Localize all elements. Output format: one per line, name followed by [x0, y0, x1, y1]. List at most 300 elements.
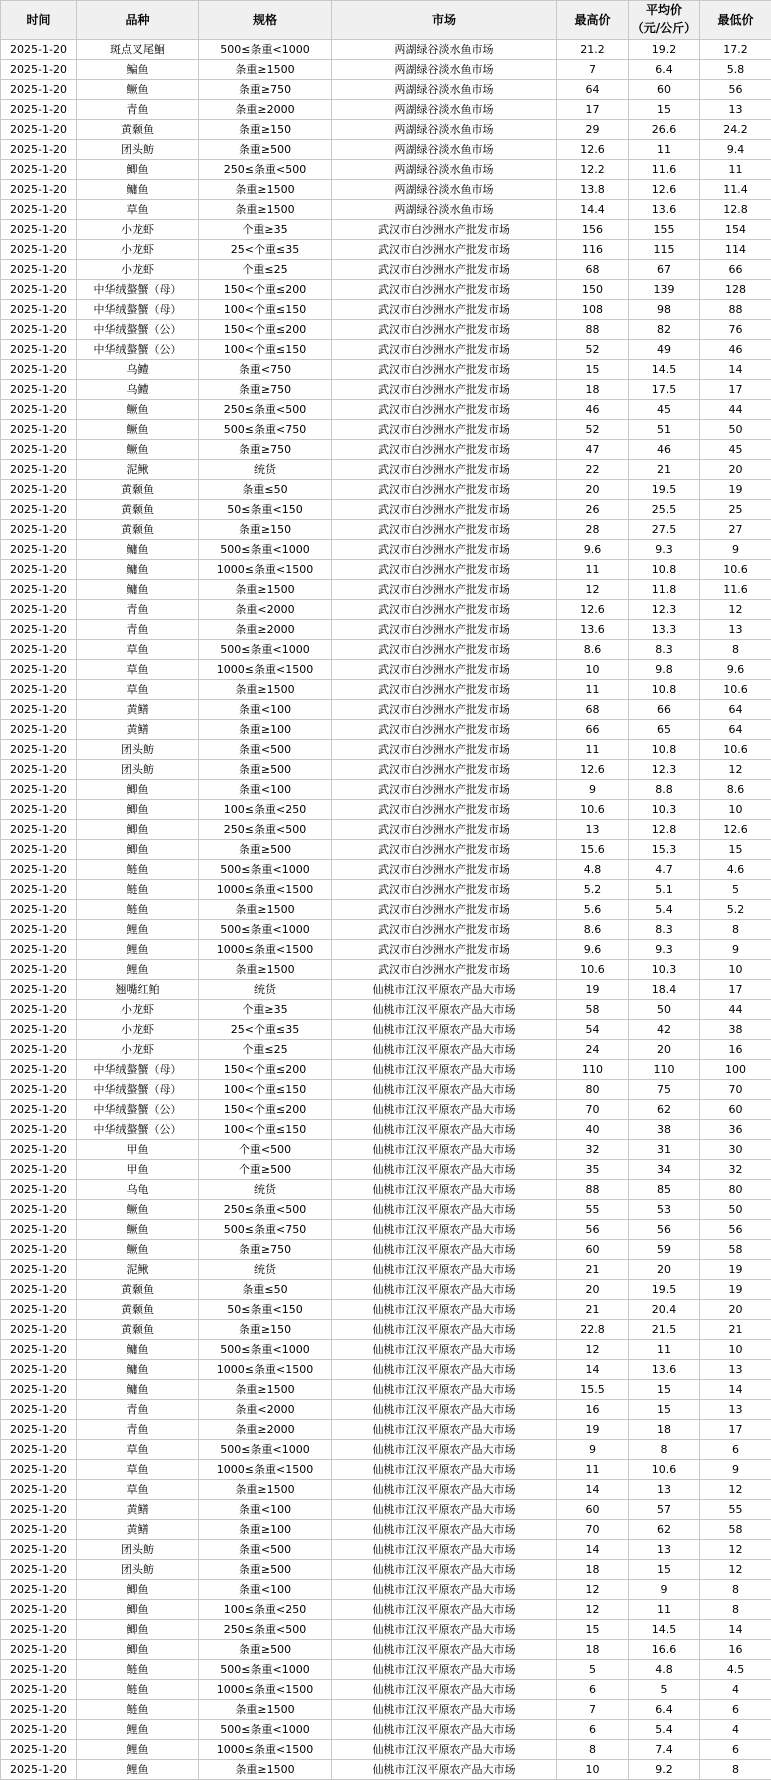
cell-variety: 泥鳅 — [77, 1260, 199, 1280]
cell-market: 仙桃市江汉平原农产品大市场 — [332, 1020, 557, 1040]
cell-variety: 鳙鱼 — [77, 540, 199, 560]
cell-max-price: 13.8 — [557, 180, 629, 200]
cell-market: 武汉市白沙洲水产批发市场 — [332, 620, 557, 640]
cell-variety: 团头鲂 — [77, 740, 199, 760]
cell-market: 仙桃市江汉平原农产品大市场 — [332, 1620, 557, 1640]
cell-spec: 个重<500 — [199, 1140, 332, 1160]
cell-spec: 条重≤50 — [199, 1280, 332, 1300]
cell-avg-price: 31 — [629, 1140, 700, 1160]
table-row — [1, 1280, 771, 1300]
cell-avg-price: 12.8 — [629, 820, 700, 840]
cell-max-price: 5.6 — [557, 900, 629, 920]
cell-max-price: 14.4 — [557, 200, 629, 220]
cell-variety: 鲢鱼 — [77, 1660, 199, 1680]
cell-max-price: 14 — [557, 1480, 629, 1500]
cell-max-price: 12.6 — [557, 600, 629, 620]
cell-spec: 条重≥750 — [199, 1240, 332, 1260]
header-avg-price — [629, 1, 700, 40]
cell-market: 两湖绿谷淡水鱼市场 — [332, 100, 557, 120]
cell-market: 两湖绿谷淡水鱼市场 — [332, 140, 557, 160]
table-row — [1, 480, 771, 500]
cell-min-price: 50 — [700, 1200, 771, 1220]
cell-variety: 黄鳝 — [77, 1520, 199, 1540]
cell-time: 2025-1-20 — [1, 200, 77, 220]
cell-time: 2025-1-20 — [1, 1060, 77, 1080]
cell-spec: 个重≥500 — [199, 1160, 332, 1180]
cell-time: 2025-1-20 — [1, 500, 77, 520]
table-row — [1, 300, 771, 320]
table-row — [1, 760, 771, 780]
cell-variety: 草鱼 — [77, 200, 199, 220]
cell-market: 仙桃市江汉平原农产品大市场 — [332, 1540, 557, 1560]
cell-market: 武汉市白沙洲水产批发市场 — [332, 520, 557, 540]
cell-time: 2025-1-20 — [1, 620, 77, 640]
cell-max-price: 10.6 — [557, 800, 629, 820]
table-row — [1, 220, 771, 240]
table-body — [1, 40, 771, 1780]
cell-spec: 条重≥1500 — [199, 1700, 332, 1720]
cell-market: 仙桃市江汉平原农产品大市场 — [332, 1520, 557, 1540]
cell-min-price: 20 — [700, 460, 771, 480]
cell-max-price: 54 — [557, 1020, 629, 1040]
table-row — [1, 820, 771, 840]
cell-variety: 青鱼 — [77, 1420, 199, 1440]
cell-avg-price: 15.3 — [629, 840, 700, 860]
cell-max-price: 18 — [557, 1640, 629, 1660]
cell-avg-price: 20.4 — [629, 1300, 700, 1320]
table-row — [1, 1640, 771, 1660]
cell-time: 2025-1-20 — [1, 1080, 77, 1100]
cell-spec: 1000≤条重<1500 — [199, 1360, 332, 1380]
cell-max-price: 28 — [557, 520, 629, 540]
table-row — [1, 1240, 771, 1260]
cell-spec: 250≤条重<500 — [199, 1200, 332, 1220]
cell-market: 仙桃市江汉平原农产品大市场 — [332, 1660, 557, 1680]
table-row — [1, 1480, 771, 1500]
cell-min-price: 13 — [700, 1400, 771, 1420]
cell-max-price: 5.2 — [557, 880, 629, 900]
cell-time: 2025-1-20 — [1, 1240, 77, 1260]
cell-market: 仙桃市江汉平原农产品大市场 — [332, 1720, 557, 1740]
cell-min-price: 76 — [700, 320, 771, 340]
cell-max-price: 7 — [557, 1700, 629, 1720]
cell-variety: 鲤鱼 — [77, 940, 199, 960]
cell-max-price: 6 — [557, 1720, 629, 1740]
table-row — [1, 680, 771, 700]
cell-min-price: 58 — [700, 1240, 771, 1260]
cell-max-price: 10 — [557, 660, 629, 680]
cell-market: 仙桃市江汉平原农产品大市场 — [332, 1560, 557, 1580]
cell-time: 2025-1-20 — [1, 1040, 77, 1060]
table-row — [1, 280, 771, 300]
cell-avg-price: 65 — [629, 720, 700, 740]
table-row — [1, 80, 771, 100]
cell-time: 2025-1-20 — [1, 1540, 77, 1560]
cell-avg-price: 12.3 — [629, 760, 700, 780]
header-spec: 规格 — [199, 1, 332, 40]
cell-market: 武汉市白沙洲水产批发市场 — [332, 420, 557, 440]
cell-min-price: 12.8 — [700, 200, 771, 220]
cell-variety: 中华绒螯蟹（公） — [77, 1100, 199, 1120]
cell-time: 2025-1-20 — [1, 600, 77, 620]
cell-variety: 鳙鱼 — [77, 560, 199, 580]
cell-min-price: 16 — [700, 1640, 771, 1660]
cell-variety: 草鱼 — [77, 1480, 199, 1500]
cell-time: 2025-1-20 — [1, 900, 77, 920]
cell-spec: 1000≤条重<1500 — [199, 940, 332, 960]
cell-spec: 条重<100 — [199, 700, 332, 720]
cell-time: 2025-1-20 — [1, 40, 77, 60]
cell-time: 2025-1-20 — [1, 1380, 77, 1400]
table-row — [1, 400, 771, 420]
cell-variety: 草鱼 — [77, 1440, 199, 1460]
cell-max-price: 20 — [557, 1280, 629, 1300]
table-row — [1, 1340, 771, 1360]
cell-spec: 条重≥500 — [199, 1560, 332, 1580]
table-row — [1, 1140, 771, 1160]
cell-max-price: 40 — [557, 1120, 629, 1140]
cell-max-price: 35 — [557, 1160, 629, 1180]
cell-max-price: 11 — [557, 560, 629, 580]
cell-max-price: 8 — [557, 1740, 629, 1760]
table-row — [1, 660, 771, 680]
cell-min-price: 32 — [700, 1160, 771, 1180]
cell-min-price: 4.6 — [700, 860, 771, 880]
table-row — [1, 1560, 771, 1580]
cell-market: 仙桃市江汉平原农产品大市场 — [332, 1480, 557, 1500]
cell-variety: 中华绒螯蟹（公） — [77, 340, 199, 360]
cell-spec: 条重≥100 — [199, 1520, 332, 1540]
cell-avg-price: 8.3 — [629, 640, 700, 660]
cell-spec: 条重≥750 — [199, 380, 332, 400]
table-row — [1, 1060, 771, 1080]
cell-spec: 1000≤条重<1500 — [199, 560, 332, 580]
cell-market: 仙桃市江汉平原农产品大市场 — [332, 1000, 557, 1020]
cell-market: 两湖绿谷淡水鱼市场 — [332, 80, 557, 100]
cell-min-price: 44 — [700, 1000, 771, 1020]
cell-avg-price: 139 — [629, 280, 700, 300]
cell-market: 仙桃市江汉平原农产品大市场 — [332, 1380, 557, 1400]
cell-max-price: 110 — [557, 1060, 629, 1080]
cell-market: 仙桃市江汉平原农产品大市场 — [332, 1320, 557, 1340]
cell-time: 2025-1-20 — [1, 760, 77, 780]
cell-spec: 条重<500 — [199, 1540, 332, 1560]
cell-variety: 鲫鱼 — [77, 820, 199, 840]
table-row — [1, 1420, 771, 1440]
cell-spec: 500≤条重<1000 — [199, 40, 332, 60]
table-row — [1, 520, 771, 540]
table-row — [1, 1260, 771, 1280]
cell-variety: 中华绒螯蟹（母） — [77, 300, 199, 320]
cell-max-price: 9 — [557, 780, 629, 800]
cell-min-price: 6 — [700, 1700, 771, 1720]
cell-max-price: 7 — [557, 60, 629, 80]
cell-avg-price: 115 — [629, 240, 700, 260]
cell-max-price: 21 — [557, 1260, 629, 1280]
cell-min-price: 64 — [700, 700, 771, 720]
cell-time: 2025-1-20 — [1, 60, 77, 80]
cell-avg-price: 10.6 — [629, 1460, 700, 1480]
cell-time: 2025-1-20 — [1, 460, 77, 480]
cell-variety: 黄颡鱼 — [77, 1320, 199, 1340]
cell-time: 2025-1-20 — [1, 240, 77, 260]
cell-spec: 150<个重≤200 — [199, 1100, 332, 1120]
cell-max-price: 68 — [557, 260, 629, 280]
cell-spec: 500≤条重<750 — [199, 420, 332, 440]
cell-avg-price: 12.3 — [629, 600, 700, 620]
cell-market: 武汉市白沙洲水产批发市场 — [332, 300, 557, 320]
cell-max-price: 15 — [557, 360, 629, 380]
cell-variety: 青鱼 — [77, 620, 199, 640]
table-row — [1, 1180, 771, 1200]
cell-time: 2025-1-20 — [1, 1720, 77, 1740]
cell-market: 武汉市白沙洲水产批发市场 — [332, 280, 557, 300]
cell-variety: 泥鳅 — [77, 460, 199, 480]
cell-max-price: 12.6 — [557, 140, 629, 160]
cell-min-price: 12 — [700, 760, 771, 780]
cell-max-price: 70 — [557, 1520, 629, 1540]
cell-min-price: 12 — [700, 1480, 771, 1500]
cell-avg-price: 14.5 — [629, 1620, 700, 1640]
cell-max-price: 8.6 — [557, 640, 629, 660]
cell-avg-price: 9.8 — [629, 660, 700, 680]
cell-min-price: 9 — [700, 540, 771, 560]
table-row — [1, 1440, 771, 1460]
cell-spec: 条重≥150 — [199, 120, 332, 140]
cell-min-price: 10.6 — [700, 680, 771, 700]
cell-avg-price: 59 — [629, 1240, 700, 1260]
cell-market: 仙桃市江汉平原农产品大市场 — [332, 1460, 557, 1480]
cell-avg-price: 8 — [629, 1440, 700, 1460]
cell-max-price: 88 — [557, 1180, 629, 1200]
cell-avg-price: 9 — [629, 1580, 700, 1600]
cell-max-price: 12.6 — [557, 760, 629, 780]
cell-min-price: 66 — [700, 260, 771, 280]
cell-min-price: 10 — [700, 960, 771, 980]
cell-min-price: 16 — [700, 1040, 771, 1060]
cell-avg-price: 26.6 — [629, 120, 700, 140]
cell-spec: 500≤条重<1000 — [199, 860, 332, 880]
cell-spec: 250≤条重<500 — [199, 400, 332, 420]
cell-variety: 黄颡鱼 — [77, 480, 199, 500]
cell-market: 武汉市白沙洲水产批发市场 — [332, 880, 557, 900]
table-row — [1, 420, 771, 440]
table-row — [1, 720, 771, 740]
cell-avg-price: 85 — [629, 1180, 700, 1200]
cell-market: 仙桃市江汉平原农产品大市场 — [332, 1580, 557, 1600]
cell-market: 仙桃市江汉平原农产品大市场 — [332, 1640, 557, 1660]
cell-min-price: 4 — [700, 1680, 771, 1700]
cell-max-price: 21 — [557, 1300, 629, 1320]
cell-min-price: 45 — [700, 440, 771, 460]
cell-min-price: 17 — [700, 980, 771, 1000]
table-row — [1, 40, 771, 60]
cell-market: 武汉市白沙洲水产批发市场 — [332, 340, 557, 360]
cell-avg-price: 19.2 — [629, 40, 700, 60]
cell-max-price: 60 — [557, 1240, 629, 1260]
cell-variety: 小龙虾 — [77, 220, 199, 240]
cell-variety: 团头鲂 — [77, 1540, 199, 1560]
cell-min-price: 17.2 — [700, 40, 771, 60]
cell-avg-price: 50 — [629, 1000, 700, 1020]
cell-variety: 鳜鱼 — [77, 1240, 199, 1260]
cell-spec: 150<个重≤200 — [199, 320, 332, 340]
table-row — [1, 60, 771, 80]
cell-max-price: 156 — [557, 220, 629, 240]
table-row — [1, 500, 771, 520]
table-row — [1, 1300, 771, 1320]
cell-avg-price: 42 — [629, 1020, 700, 1040]
cell-spec: 100<个重≤150 — [199, 1080, 332, 1100]
table-row — [1, 1380, 771, 1400]
cell-spec: 100≤条重<250 — [199, 1600, 332, 1620]
cell-variety: 青鱼 — [77, 600, 199, 620]
header-time: 时间 — [1, 1, 77, 40]
cell-min-price: 17 — [700, 1420, 771, 1440]
cell-time: 2025-1-20 — [1, 340, 77, 360]
cell-max-price: 9.6 — [557, 540, 629, 560]
cell-time: 2025-1-20 — [1, 80, 77, 100]
cell-variety: 甲鱼 — [77, 1160, 199, 1180]
cell-min-price: 6 — [700, 1440, 771, 1460]
cell-market: 仙桃市江汉平原农产品大市场 — [332, 1420, 557, 1440]
cell-time: 2025-1-20 — [1, 1560, 77, 1580]
cell-spec: 条重≥500 — [199, 840, 332, 860]
header-max-price: 最高价 — [557, 1, 629, 40]
cell-max-price: 11 — [557, 1460, 629, 1480]
cell-min-price: 10.6 — [700, 740, 771, 760]
cell-market: 武汉市白沙洲水产批发市场 — [332, 500, 557, 520]
cell-market: 仙桃市江汉平原农产品大市场 — [332, 1300, 557, 1320]
cell-time: 2025-1-20 — [1, 1620, 77, 1640]
table-row — [1, 1400, 771, 1420]
cell-variety: 鲢鱼 — [77, 1680, 199, 1700]
cell-variety: 鳙鱼 — [77, 1360, 199, 1380]
cell-min-price: 6 — [700, 1740, 771, 1760]
cell-time: 2025-1-20 — [1, 400, 77, 420]
cell-min-price: 55 — [700, 1500, 771, 1520]
cell-time: 2025-1-20 — [1, 1280, 77, 1300]
cell-spec: 条重<100 — [199, 1580, 332, 1600]
table-row — [1, 440, 771, 460]
cell-variety: 鳜鱼 — [77, 1200, 199, 1220]
table-row — [1, 1520, 771, 1540]
cell-market: 仙桃市江汉平原农产品大市场 — [332, 1440, 557, 1460]
cell-avg-price: 13.3 — [629, 620, 700, 640]
table-row — [1, 900, 771, 920]
cell-time: 2025-1-20 — [1, 360, 77, 380]
cell-avg-price: 17.5 — [629, 380, 700, 400]
cell-market: 武汉市白沙洲水产批发市场 — [332, 640, 557, 660]
cell-variety: 鲫鱼 — [77, 1620, 199, 1640]
cell-avg-price: 15 — [629, 1400, 700, 1420]
cell-variety: 鳙鱼 — [77, 1380, 199, 1400]
cell-min-price: 46 — [700, 340, 771, 360]
cell-spec: 500≤条重<1000 — [199, 640, 332, 660]
cell-max-price: 12 — [557, 1600, 629, 1620]
cell-variety: 团头鲂 — [77, 140, 199, 160]
cell-avg-price: 9.3 — [629, 540, 700, 560]
cell-max-price: 6 — [557, 1680, 629, 1700]
table-row — [1, 1540, 771, 1560]
cell-avg-price: 7.4 — [629, 1740, 700, 1760]
cell-spec: 条重<100 — [199, 1500, 332, 1520]
cell-spec: 500≤条重<1000 — [199, 1440, 332, 1460]
cell-time: 2025-1-20 — [1, 280, 77, 300]
table-row — [1, 860, 771, 880]
cell-variety: 中华绒螯蟹（公） — [77, 1120, 199, 1140]
cell-avg-price: 10.3 — [629, 960, 700, 980]
cell-max-price: 10 — [557, 1760, 629, 1780]
table-row — [1, 1320, 771, 1340]
cell-min-price: 9.4 — [700, 140, 771, 160]
cell-avg-price: 5 — [629, 1680, 700, 1700]
cell-variety: 团头鲂 — [77, 1560, 199, 1580]
cell-avg-price: 21.5 — [629, 1320, 700, 1340]
cell-variety: 团头鲂 — [77, 760, 199, 780]
cell-time: 2025-1-20 — [1, 1400, 77, 1420]
cell-max-price: 18 — [557, 1560, 629, 1580]
cell-max-price: 29 — [557, 120, 629, 140]
cell-time: 2025-1-20 — [1, 1220, 77, 1240]
cell-time: 2025-1-20 — [1, 720, 77, 740]
cell-avg-price: 67 — [629, 260, 700, 280]
cell-avg-price: 19.5 — [629, 480, 700, 500]
cell-spec: 500≤条重<1000 — [199, 540, 332, 560]
table-row — [1, 160, 771, 180]
cell-max-price: 17 — [557, 100, 629, 120]
table-row — [1, 780, 771, 800]
cell-min-price: 5 — [700, 880, 771, 900]
cell-market: 武汉市白沙洲水产批发市场 — [332, 740, 557, 760]
cell-time: 2025-1-20 — [1, 1160, 77, 1180]
cell-market: 武汉市白沙洲水产批发市场 — [332, 400, 557, 420]
cell-avg-price: 13.6 — [629, 1360, 700, 1380]
cell-min-price: 21 — [700, 1320, 771, 1340]
cell-time: 2025-1-20 — [1, 220, 77, 240]
cell-avg-price: 15 — [629, 100, 700, 120]
cell-time: 2025-1-20 — [1, 1700, 77, 1720]
cell-avg-price: 12.6 — [629, 180, 700, 200]
cell-max-price: 16 — [557, 1400, 629, 1420]
cell-min-price: 8 — [700, 920, 771, 940]
cell-avg-price: 10.3 — [629, 800, 700, 820]
cell-spec: 条重≥750 — [199, 440, 332, 460]
cell-variety: 草鱼 — [77, 680, 199, 700]
cell-spec: 500≤条重<1000 — [199, 920, 332, 940]
cell-max-price: 26 — [557, 500, 629, 520]
cell-market: 武汉市白沙洲水产批发市场 — [332, 860, 557, 880]
cell-max-price: 15 — [557, 1620, 629, 1640]
cell-time: 2025-1-20 — [1, 1420, 77, 1440]
cell-avg-price: 8.3 — [629, 920, 700, 940]
cell-spec: 条重<750 — [199, 360, 332, 380]
cell-min-price: 24.2 — [700, 120, 771, 140]
table-row — [1, 1600, 771, 1620]
cell-spec: 条重≥1500 — [199, 1760, 332, 1780]
cell-time: 2025-1-20 — [1, 1740, 77, 1760]
cell-time: 2025-1-20 — [1, 1180, 77, 1200]
cell-spec: 250≤条重<500 — [199, 1620, 332, 1640]
cell-min-price: 30 — [700, 1140, 771, 1160]
cell-time: 2025-1-20 — [1, 1100, 77, 1120]
cell-variety: 黄鳝 — [77, 700, 199, 720]
cell-variety: 草鱼 — [77, 660, 199, 680]
cell-min-price: 8 — [700, 640, 771, 660]
cell-max-price: 12 — [557, 1340, 629, 1360]
cell-max-price: 13.6 — [557, 620, 629, 640]
cell-spec: 500≤条重<1000 — [199, 1660, 332, 1680]
